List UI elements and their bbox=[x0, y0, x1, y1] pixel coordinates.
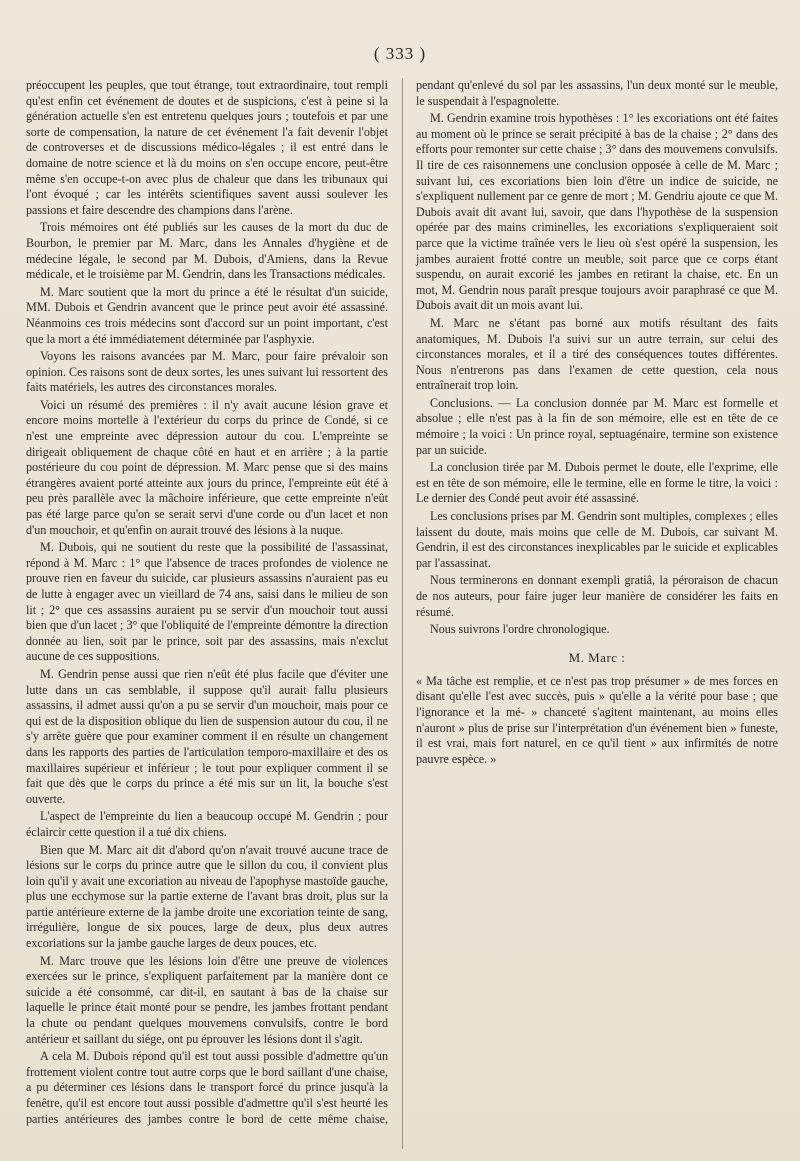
paragraph: L'aspect de l'empreinte du lien a beaucoup occupé M. Gendrin ; pour éclaircir cette question il a tué dix chiens. bbox=[26, 809, 388, 839]
paragraph: Conclusions. — La conclusion donnée par M. Marc est formelle et absolue ; elle n'est pas à la fin de son mémoire, elle est en tête de ce mémoire ; la voici : Un prince royal, septuagénaire, termine son existence par un suicide. bbox=[416, 395, 778, 457]
text-columns bbox=[26, 78, 778, 1149]
paragraph: Voyons les raisons avancées par M. Marc, pour faire prévaloir son opinion. Ces raisons sont de deux sortes, les unes suivant lui ressortent des faits matériels, les autres des circonstances morales. bbox=[26, 349, 388, 395]
paragraph: M. Marc ne s'étant pas borné aux motifs résultant des faits anatomiques, M. Dubois l'a suivi sur un autre terrain, sur celui des circonstances morales, et il a tiré des conséquences toutes différentes. Nous n'entrerons pas dans l'examen de cette question, cela nous entraînerait trop loin. bbox=[416, 315, 778, 393]
paragraph: préoccupent les peuples, que tout étrange, tout extraordinaire, tout rempli qu'est enfin cet événement de doutes et de suspicions, c'est à peine si la génération actuelle s'en est entretenu quelques jours ; toutefois et par une sorte de compensation, la nature de cet événement l'a fait devenir l'objet de controverses et de discussions médico-légales ; il est entré dans le domaine de notre science et là du moins on s'en occupe encore, peut-être même s'en occupe-t-on avec plus de chaleur que dans les tribunaux qui l'ont évoqué ; car les intérêts scientifiques savent aussi soulever les passions et faire descendre des champions dans l'arène. bbox=[26, 78, 388, 217]
paragraph: M. Gendrin examine trois hypothèses : 1° les excoriations ont été faites au moment où le prince se serait précipité à bas de la chaise ; 2° dans des efforts pour remonter sur cette chaise ; 3° dans des mouvemens convulsifs. Il tire de ces raisonnemens une conclusion opposée à celle de M. Marc ; suivant lui, ces excoriations bien loin d'être un indice de suicide, ne s'expliquent nullement par ce genre de mort ; M. Gendriu ajoute ce que M. Dubois avait dit avant lui, savoir, que dans l'hypothèse de la suspension opérée par des mains criminelles, les excoriations s'expliqueraient soit parce que la victime traînée vers le lieu où s'est opéré la suspension, les jambes auraient frotté contre un meuble, soit parce que ce corps étant suspendu, on aurait excorié les jambes en retirant la chaise, etc. En un mot, M. Gendrin nous paraît presque toujours avoir paraphrasé ce que M. Dubois avait dit un mois avant lui. bbox=[416, 111, 778, 313]
paragraph: La conclusion tirée par M. Dubois permet le doute, elle l'exprime, elle est en tête de son mémoire, elle le termine, elle en forme le titre, la voici : Le dernier des Condé peut avoir été assassiné. bbox=[416, 460, 778, 506]
paragraph: A cela M. Dubois répond qu'il est tout aussi possible d'admettre qu'un frottement violent contre tout autre corps que le bord saillant d'une chaise, a pu déterminer ces lésions dans le transport forcé du prince jusqu'à la fenêtre, qu'il est encore tout aussi possible d'admettre qu'il s'est heurté les parties antérieures des jambes contre le bord de cette même chaise, pendant qu'enlevé du sol par les assassins, l'un deux monté sur le meuble, le suspendait à l'espagnolette. bbox=[26, 78, 778, 1126]
paragraph: M. Marc soutient que la mort du prince a été le résultat d'un suicide, MM. Dubois et Gendrin avancent que le prince peut avoir été assassiné. Néanmoins ces trois médecins sont d'accord sur un point important, c'est que la mort a été immédiatement déterminée par l'asphyxie. bbox=[26, 284, 388, 346]
page-number: ( 333 ) bbox=[373, 44, 427, 63]
paragraph: Les conclusions prises par M. Gendrin sont multiples, complexes ; elles laissent du doute, mais moins que celle de M. Dubois, car suivant M. Gendrin, il est des circonstances inexplicables par le suicide et explicables par l'assassinat. bbox=[416, 509, 778, 570]
paragraph: Voici un résumé des premières : il n'y avait aucune lésion grave et encore moins mortelle à l'extérieur du corps du prince de Condé, si ce n'est une empreinte avec dépression autour du cou. L'empreinte se dirigeait obliquement de chaque côté en haut et en arrière ; à la partie postérieure du cou point de dépression. M. Marc pense que si des mains étrangères avaient porté atteinte aux jours du prince, l'empreinte eût été à peu près parallèle avec la mâchoire inférieure, que cette empreinte n'eût pas été large parce qu'on se serait servi d'une corde ou d'un lacet et non d'un mouchoir, et qu'enfin on aurait trouvé des lésions à la nuque. bbox=[26, 397, 388, 537]
paragraph: Trois mémoires ont été publiés sur les causes de la mort du duc de Bourbon, le premier par M. Marc, dans les Annales d'hygiène et de médecine légale, le second par M. Dubois, d'Amiens, dans la Revue médicale, et le troisième par M. Gendrin, dans les Transactions médicales. bbox=[26, 220, 388, 282]
paragraph: M. Marc trouve que les lésions loin d'être une preuve de violences exercées sur le prince, s'expliquent parfaitement par la manière dont ce suicide a été consommé, car dit-il, en sautant à bas de la chaise sur laquelle le prince était monté pour se pendre, les jambes frottant pendant la chute ou pendant quelques mouvemens convulsifs, contre le bord antérieur et saillant du siége, ont pu éprouver les lésions dont il s'agit. bbox=[26, 953, 388, 1046]
paragraph: M. Gendrin pense aussi que rien n'eût été plus facile que d'éviter une lutte dans un cas semblable, il suppose qu'il aurait fallu plusieurs assassins, il admet aussi qu'on a pu se servir d'un mouchoir, mais pour ce qui est de la disposition oblique du lien de suspension autour du cou, il ne s'y arrête guère que pour examiner comment il en résulte un changement dans les rapports des parties de l'articulation temporo-maxillaire et des os maxillaires supérieur et inférieur ; le tout pour expliquer comment il se fait que dès que le corps du prince a été mis sur un lit, la bouche s'est ouverte. bbox=[26, 666, 388, 806]
paragraph: Bien que M. Marc ait dit d'abord qu'on n'avait trouvé aucune trace de lésions sur le corps du prince autre que le sillon du cou, il convient plus loin qu'il y avait une excoriation au niveau de l'apophyse mastoïde gauche, plus une ecchymose sur la partie externe de l'avant bras droit, plus sur la partie antérieure externe de la jambe droite une excoriation teinte de sang, irrégulière, longue de six pouces, large de deux, plus deux autres excoriations sur la jambe gauche larges de deux pouces, etc. bbox=[26, 842, 388, 951]
section-heading: M. Marc : bbox=[568, 649, 626, 665]
quotation: « Ma tâche est remplie, et ce n'est pas trop présumer » de mes forces en disant qu'elle l'est avec succès, puis » qu'elle a la vérité pour base ; que l'ignorance et la mé- » chanceté s'agitent maintenant, au moins elles n'auront » plus de prise sur l'interprétation d'un événement bien » funeste, il est vrai, mais fort naturel, en ce qu'il tient » aux infirmités de notre pauvre espèce. » bbox=[416, 673, 778, 766]
paragraph: Nous suivrons l'ordre chronologique. bbox=[430, 622, 610, 637]
paragraph: M. Dubois, qui ne soutient du reste que la possibilité de l'assassinat, répond à M. Marc : 1° que l'absence de traces profondes de violence ne prouve rien en faveur du suicide, car plusieurs assassins n'auraient pas eu de lutte à engager avec un vieillard de 74 ans, saisi dans le milieu de son lit ; 2° que ces assassins auraient pu se servir d'un mouchoir tout aussi bien que d'un lacet ; 3° que l'obliquité de l'empreinte démontre la direction donnée au lien, soit par le prince, soit par des assassins, mais n'exclut aucune de ces suppositions. bbox=[26, 540, 388, 664]
paragraph: Nous terminerons en donnant exempli gratiâ, la péroraison de chacun de nos auteurs, pour faire juger leur manière de considérer les faits en résumé. bbox=[416, 573, 778, 619]
